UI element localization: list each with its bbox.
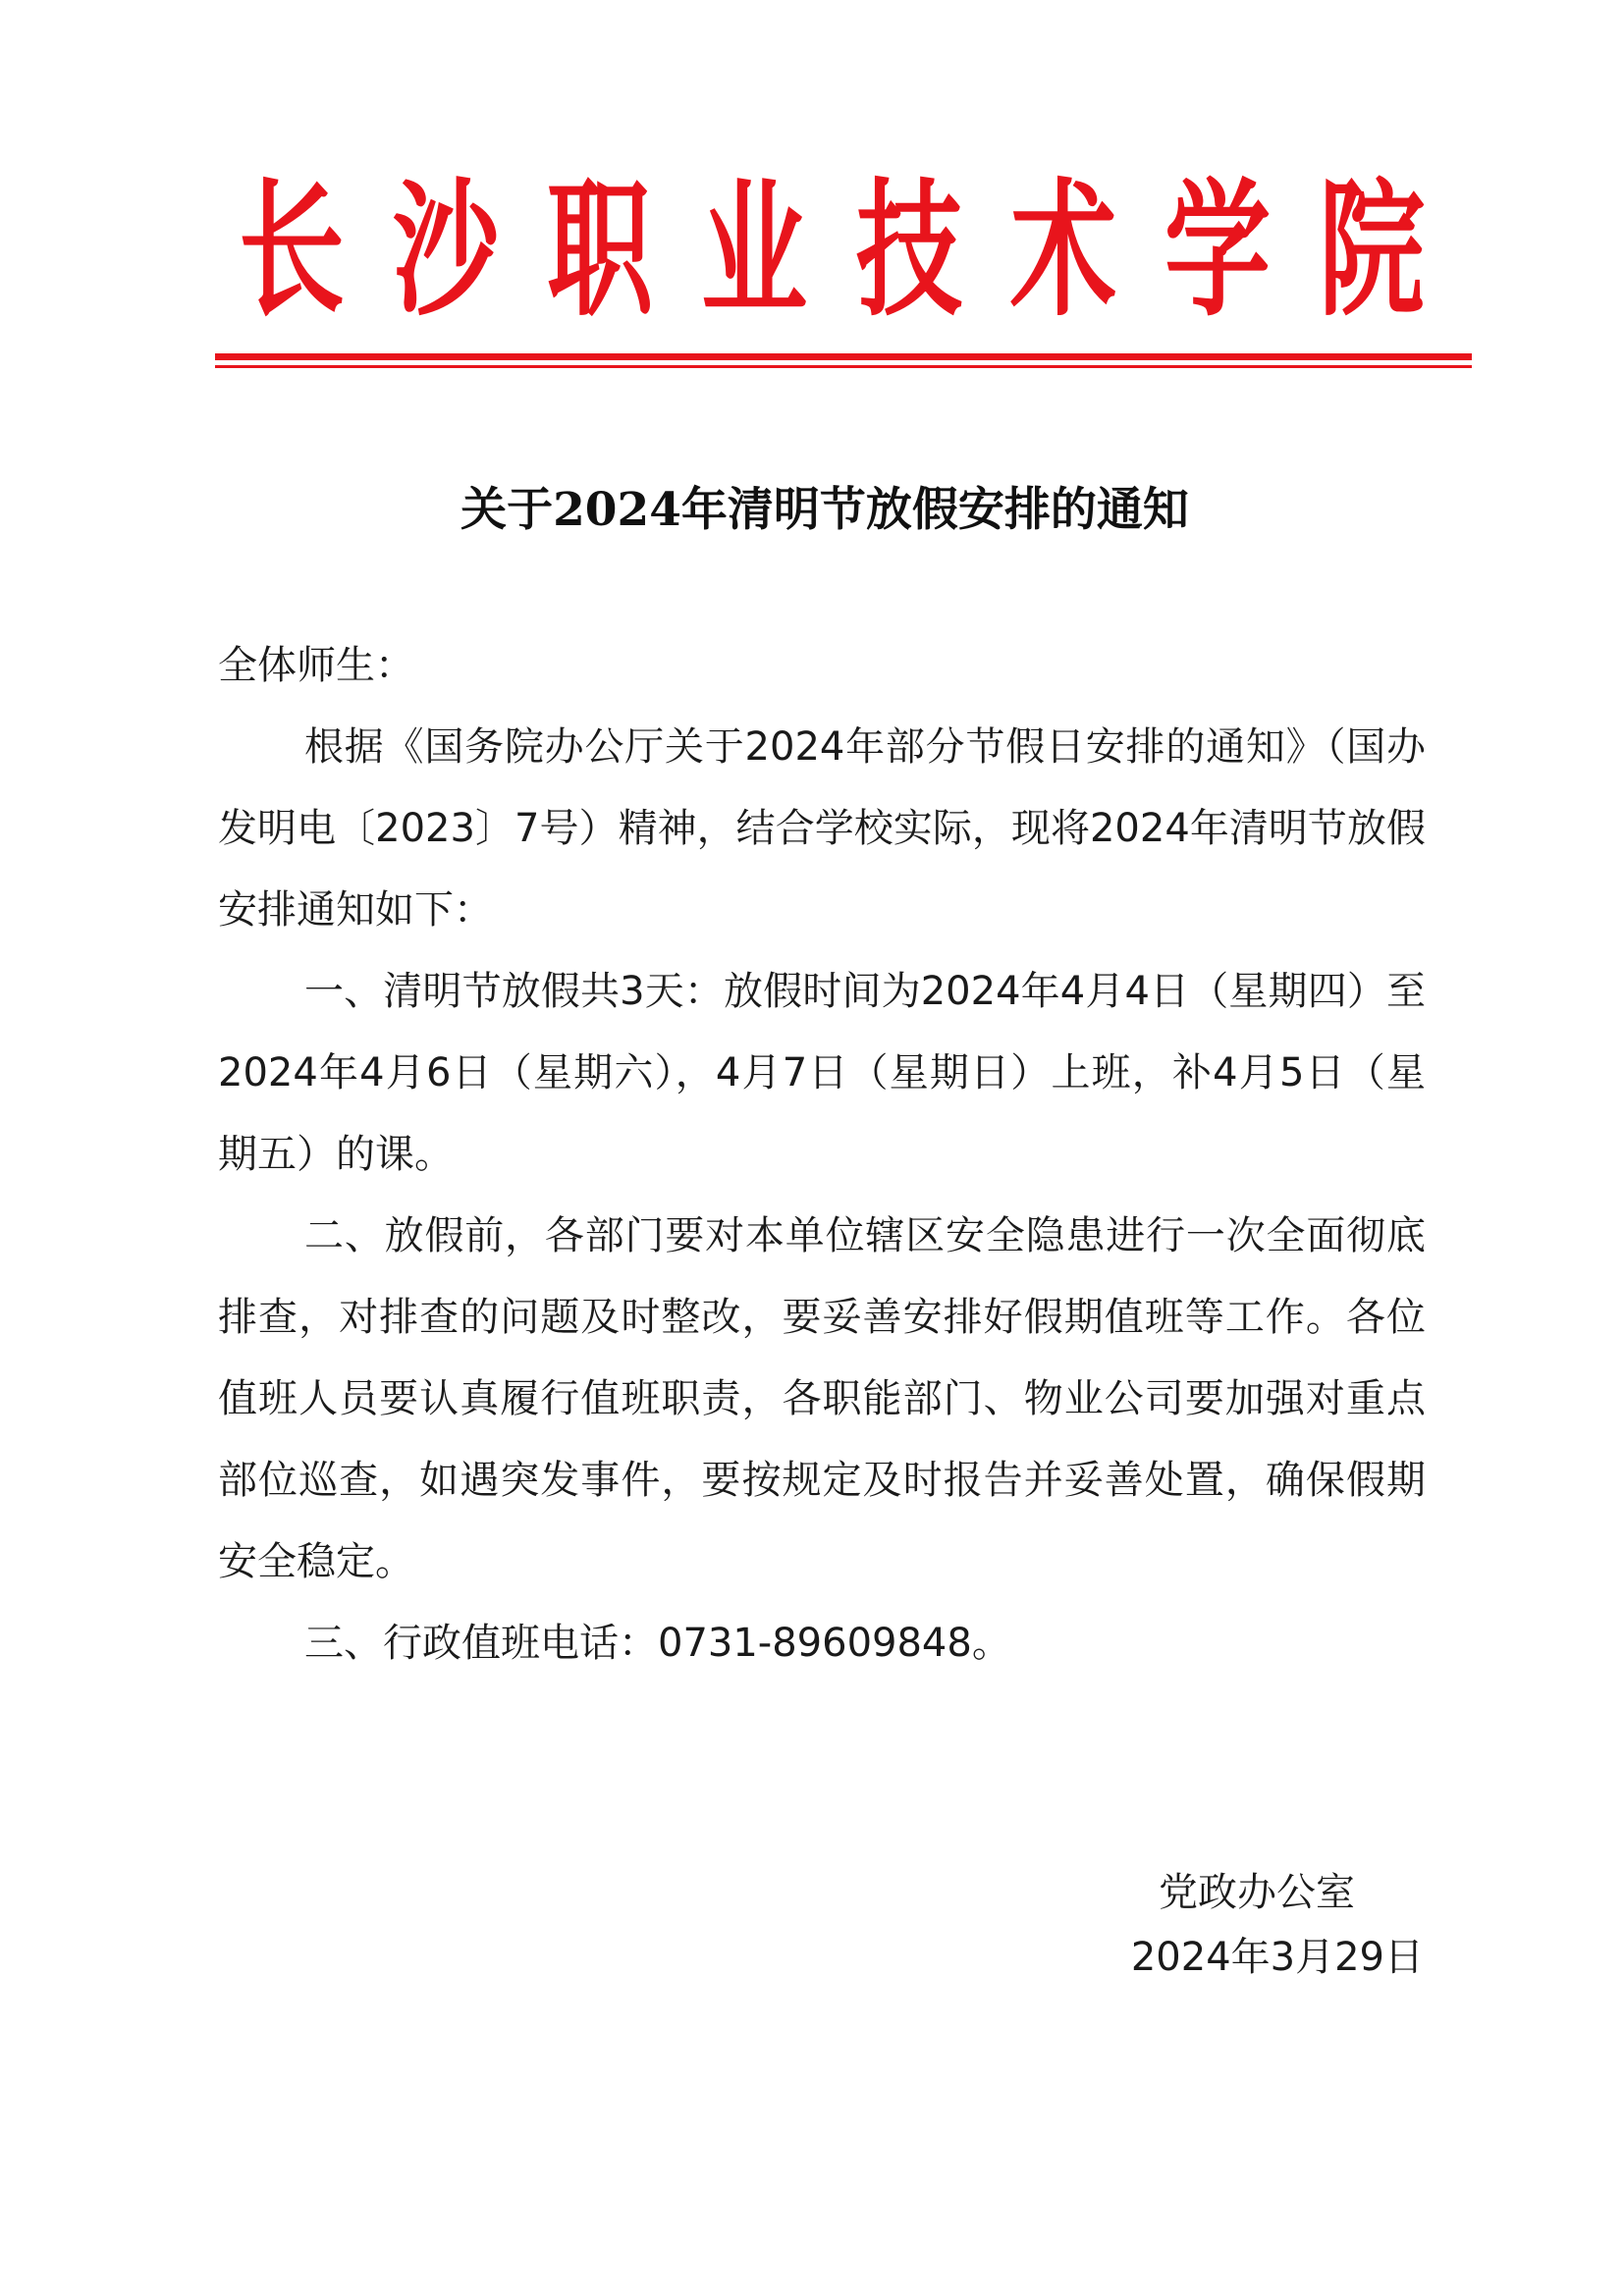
signature-office: 党政办公室 bbox=[1159, 1870, 1355, 1915]
letterhead-rule-thin bbox=[215, 365, 1472, 368]
paragraph-intro: 根据《国务院办公厅关于2024年部分节假日安排的通知》（国办发明电〔2023〕7号）精神，结合学校实际，现将2024年清明节放假安排通知如下： bbox=[218, 724, 1426, 933]
signature-block bbox=[1131, 1860, 1424, 1990]
paragraph-item-3: 三、行政值班电话：0731-89609848。 bbox=[304, 1621, 1011, 1666]
document-title: 关于2024年清明节放假安排的通知 bbox=[460, 483, 1189, 537]
letterhead-char: 长 bbox=[239, 164, 346, 337]
letterhead-char: 职 bbox=[547, 164, 654, 337]
paragraph-item-2: 二、放假前，各部门要对本单位辖区安全隐患进行一次全面彻底排查，对排查的问题及时整改，要妥善安排好假期值班等工作。各位值班人员要认真履行值班职责，各职能部门、物业公司要加强对重点部位巡查，如遇突发事件，要按规定及时报告并妥善处置，确保假期安全稳定。 bbox=[218, 1213, 1426, 1584]
letterhead-char: 术 bbox=[1009, 164, 1116, 337]
letterhead-char: 沙 bbox=[393, 164, 500, 337]
letterhead-rule-thick bbox=[215, 353, 1472, 360]
signature-date: 2024年3月29日 bbox=[1130, 1935, 1424, 1980]
letterhead-char: 技 bbox=[855, 164, 962, 337]
salutation: 全体师生： bbox=[218, 643, 414, 688]
document-body bbox=[218, 625, 1426, 1684]
letterhead bbox=[218, 165, 1445, 337]
letterhead-char: 业 bbox=[701, 164, 808, 337]
paragraph-item-1: 一、清明节放假共3天：放假时间为2024年4月4日（星期四）至2024年4月6日（星期六），4月7日（星期日）上班，补4月5日（星期五）的课。 bbox=[218, 969, 1426, 1177]
letterhead-char: 学 bbox=[1164, 164, 1271, 337]
letterhead-char: 院 bbox=[1318, 164, 1425, 337]
